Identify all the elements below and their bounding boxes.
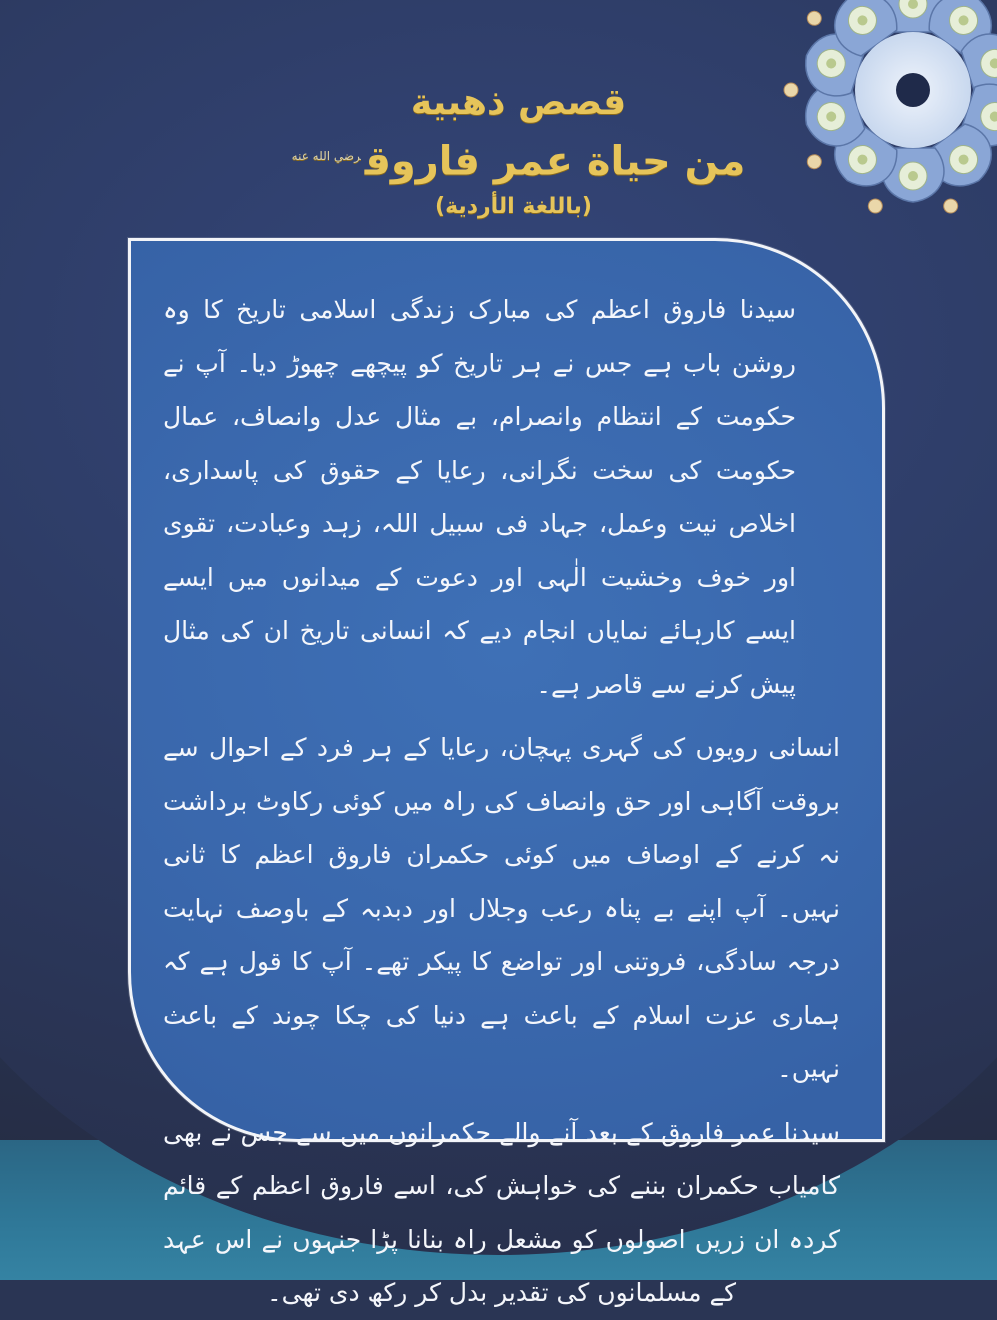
book-subtitle	[0, 128, 997, 189]
paragraph-1: سیدنا فاروق اعظم کی مبارک زندگی اسلامی تاریخ کا وہ روشن باب ہے جس نے ہر تاریخ کو پیچھے چھوڑ دیا۔ آپ نے حکومت کے انتظام وانصرام، بے مثال عدل وانصاف، عمال حکومت کی سخت نگرانی، رعایا کے حقوق کی پاسداری، اخلاص نیت وعمل، جہاد فی سبیل اللہ، زہد وعبادت، تقوی اور خوف وخشیت الٰہی اور دعوت کے میدانوں میں ایسے ایسے کارہائے نمایاں انجام دیے کہ انسانی تاریخ ان کی مثال پیش کرنے سے قاصر ہے۔	[163, 295, 796, 699]
cover-header	[0, 78, 997, 225]
paragraph-3: سیدنا عمر فاروق کے بعد آنے والے حکمرانوں میں سے جس نے بھی کامیاب حکمران بننے کی خواہش کی، اسے فاروق اعظم کے قائم کردہ ان زریں اصولوں کو مشعل راہ بنانا پڑا جنہوں نے اس عہد کے مسلمانوں کی تقدیر بدل کر رکھ دی تھی۔	[163, 1117, 840, 1307]
honorific-mark: رضي الله عنه	[291, 149, 361, 163]
book-title: قصص ذهبية	[410, 82, 627, 123]
paragraph-2: انسانی رویوں کی گہری پہچان، رعایا کے ہر فرد کے احوال سے بروقت آگاہی اور حق وانصاف کی راہ میں کوئی رکاوٹ برداشت نہ کرنے کے اوصاف میں کوئی حکمران فاروق اعظم کا ثانی نہیں۔ آپ اپنے بے پناہ رعب وجلال اور دبدبہ کے باوصف نہایت درجہ سادگی، فروتنی اور تواضع کا پیکر تھے۔ آپ کا قول ہے کہ ہماری عزت اسلام کے باعث ہے دنیا کی چکا چوند کے باعث نہیں۔	[163, 733, 840, 1083]
language-note: (باللغة الأردية)	[435, 194, 592, 220]
book-subtitle-text: من حياة عمر فاروق	[364, 138, 746, 185]
description-panel	[128, 238, 885, 1307]
description-text	[163, 283, 840, 1320]
